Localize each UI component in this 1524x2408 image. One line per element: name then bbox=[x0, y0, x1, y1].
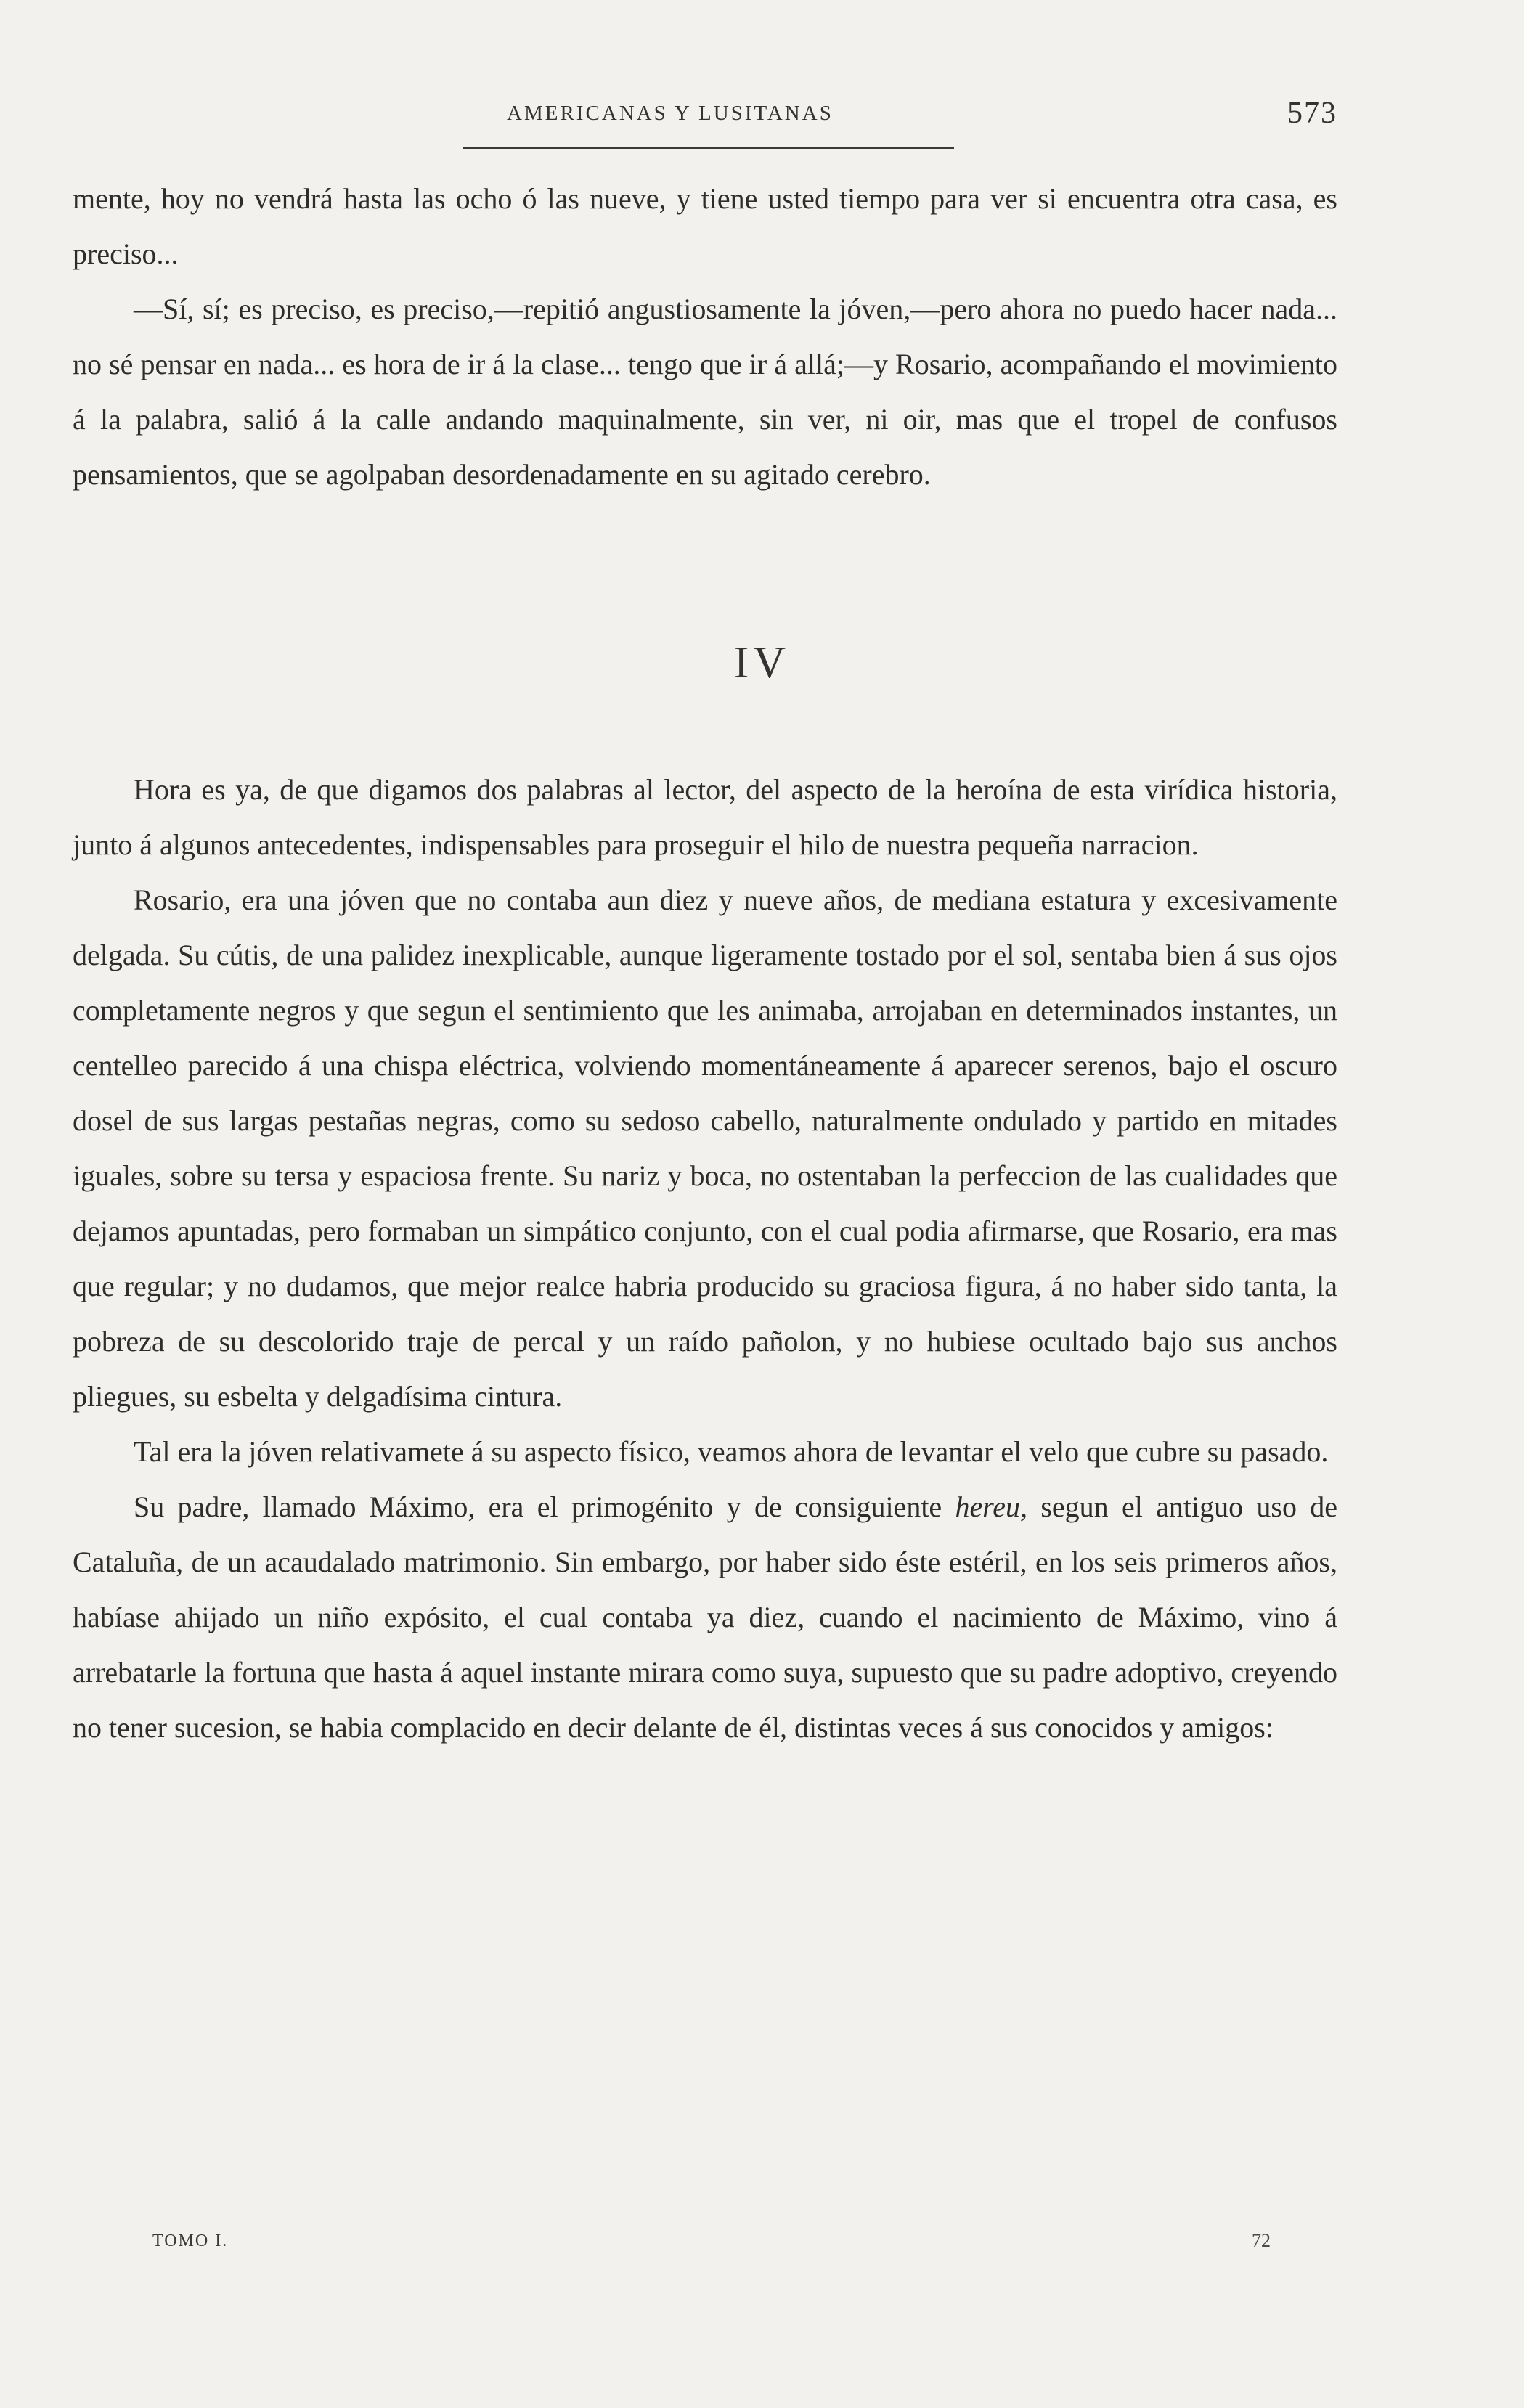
volume-label: TOMO I. bbox=[152, 2232, 229, 2250]
page-number: 573 bbox=[1287, 97, 1337, 130]
family-text-start: Su padre, llamado Máximo, era el primogénito y de consiguiente bbox=[134, 1490, 955, 1523]
paragraph-continuation: mente, hoy no vendrá hasta las ocho ó las nueve, y tiene usted tiempo para ver si encuentra otra casa, es preciso... bbox=[73, 182, 1337, 270]
family-text-end: segun el antiguo uso de Cataluña, de un acaudalado matrimonio. Sin embargo, por haber sido éste estéril, en los seis primeros años, habíase ahijado un niño expósito, el cual contaba ya diez, cuando el nacimiento de Máximo, vino á arrebatarle la fortuna que hasta á aquel instante mirara como suya, supuesto que su padre adoptivo, creyendo no tener sucesion, se habia complacido en decir delante de él, distintas veces á sus conocidos y amigos: bbox=[73, 1490, 1337, 1744]
header-rule bbox=[463, 147, 954, 149]
paragraph-transition: Tal era la jóven relativamete á su aspecto físico, veamos ahora de levantar el velo que cubre su pasado. bbox=[134, 1435, 1329, 1468]
paragraph-intro: Hora es ya, de que digamos dos palabras al lector, del aspecto de la heroína de esta virídica historia, junto á algunos antecedentes, indispensables para proseguir el hilo de nuestra pequeña narracion. bbox=[73, 773, 1337, 861]
chapter-body bbox=[73, 762, 1337, 1755]
page-footer bbox=[152, 2232, 1271, 2261]
paragraph-dialogue: —Sí, sí; es preciso, es preciso,—repitió angustiosamente la jóven,—pero ahora no puedo hacer nada... no sé pensar en nada... es hora de ir á la clase... tengo que ir á allá;—y Rosario, acompañando el movimiento á la palabra, salió á la calle andando maquinalmente, sin ver, ni oir, mas que el tropel de confusos pensamientos, que se agolpaban desordenadamente en su agitado cerebro. bbox=[73, 293, 1337, 491]
italic-term: hereu, bbox=[955, 1490, 1028, 1523]
signature-mark: 72 bbox=[1252, 2230, 1271, 2251]
section-heading: IV bbox=[733, 638, 791, 687]
paragraph-family bbox=[73, 1480, 1337, 1755]
running-title: AMERICANAS Y LUSITANAS bbox=[507, 102, 834, 125]
running-head bbox=[73, 96, 1337, 139]
paragraph-description: Rosario, era una jóven que no contaba aun diez y nueve años, de mediana estatura y excesivamente delgada. Su cútis, de una palidez inexplicable, aunque ligeramente tostado por el sol, sentaba bien á sus ojos completamente negros y que segun el sentimiento que les animaba, arrojaban en determinados instantes, un centelleo parecido á una chispa eléctrica, volviendo momentáneamente á aparecer serenos, bajo el oscuro dosel de sus largas pestañas negras, como su sedoso cabello, naturalmente ondulado y partido en mitades iguales, sobre su tersa y espaciosa frente. Su nariz y boca, no ostentaban la perfeccion de las cualidades que dejamos apuntadas, pero formaban un simpático conjunto, con el cual podia afirmarse, que Rosario, era mas que regular; y no dudamos, que mejor realce habria producido su graciosa figura, á no haber sido tanta, la pobreza de su descolorido traje de percal y un raído pañolon, y no hubiese ocultado bajo sus anchos pliegues, su esbelta y delgadísima cintura. bbox=[73, 883, 1337, 1413]
continued-text bbox=[73, 171, 1337, 502]
